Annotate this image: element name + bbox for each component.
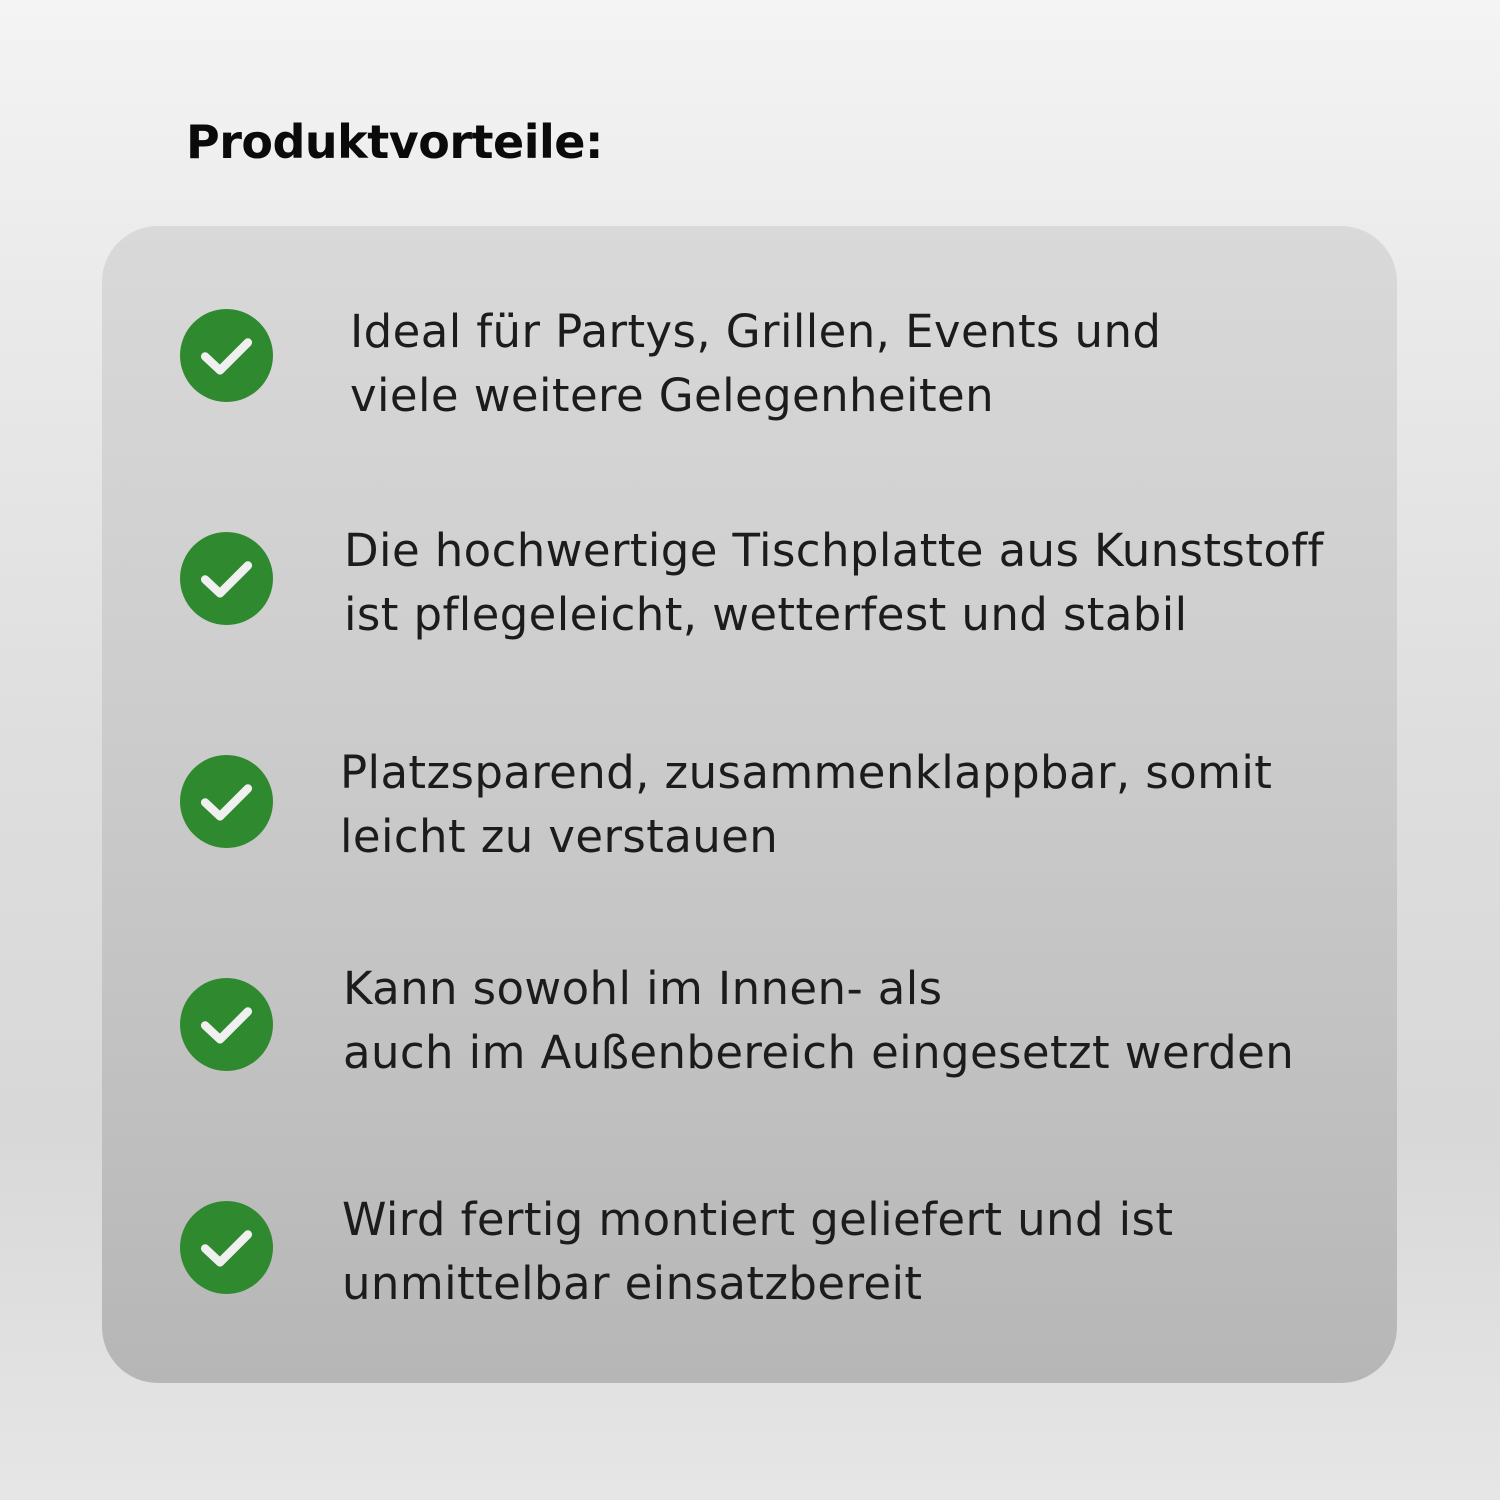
benefit-line-1: Kann sowohl im Innen- als	[343, 962, 943, 1015]
benefit-text	[343, 957, 1294, 1085]
check-circle-icon	[180, 532, 273, 625]
benefit-item-5	[102, 1193, 1397, 1348]
benefit-line-2: ist pflegeleicht, wetterfest und stabil	[344, 588, 1188, 641]
check-circle-icon	[180, 978, 273, 1071]
benefit-item-4	[102, 962, 1397, 1125]
benefit-line-1: Wird fertig montiert geliefert und ist	[342, 1193, 1174, 1246]
page-title: Produktvorteile:	[186, 115, 603, 169]
benefit-line-2: unmittelbar einsatzbereit	[342, 1257, 923, 1310]
benefit-line-1: Platzsparend, zusammenklappbar, somit	[340, 746, 1273, 799]
benefit-line-2: auch im Außenbereich eingesetzt werden	[343, 1026, 1295, 1079]
benefit-line-2: leicht zu verstauen	[340, 810, 779, 863]
benefit-text	[342, 1188, 1173, 1316]
check-circle-icon	[180, 1201, 273, 1294]
check-circle-icon	[180, 755, 273, 848]
benefit-line-1: Die hochwertige Tischplatte aus Kunststoff	[344, 524, 1324, 577]
benefit-line-1: Ideal für Partys, Grillen, Events und	[350, 305, 1162, 358]
benefit-item-1	[102, 306, 1397, 456]
check-circle-icon	[180, 309, 273, 402]
benefit-line-2: viele weitere Gelegenheiten	[350, 369, 995, 422]
benefit-text	[340, 741, 1272, 869]
benefit-item-3	[102, 746, 1397, 902]
benefit-item-2	[102, 524, 1397, 679]
benefits-panel	[102, 226, 1397, 1383]
benefit-text	[344, 519, 1324, 647]
benefit-text	[350, 300, 1161, 428]
